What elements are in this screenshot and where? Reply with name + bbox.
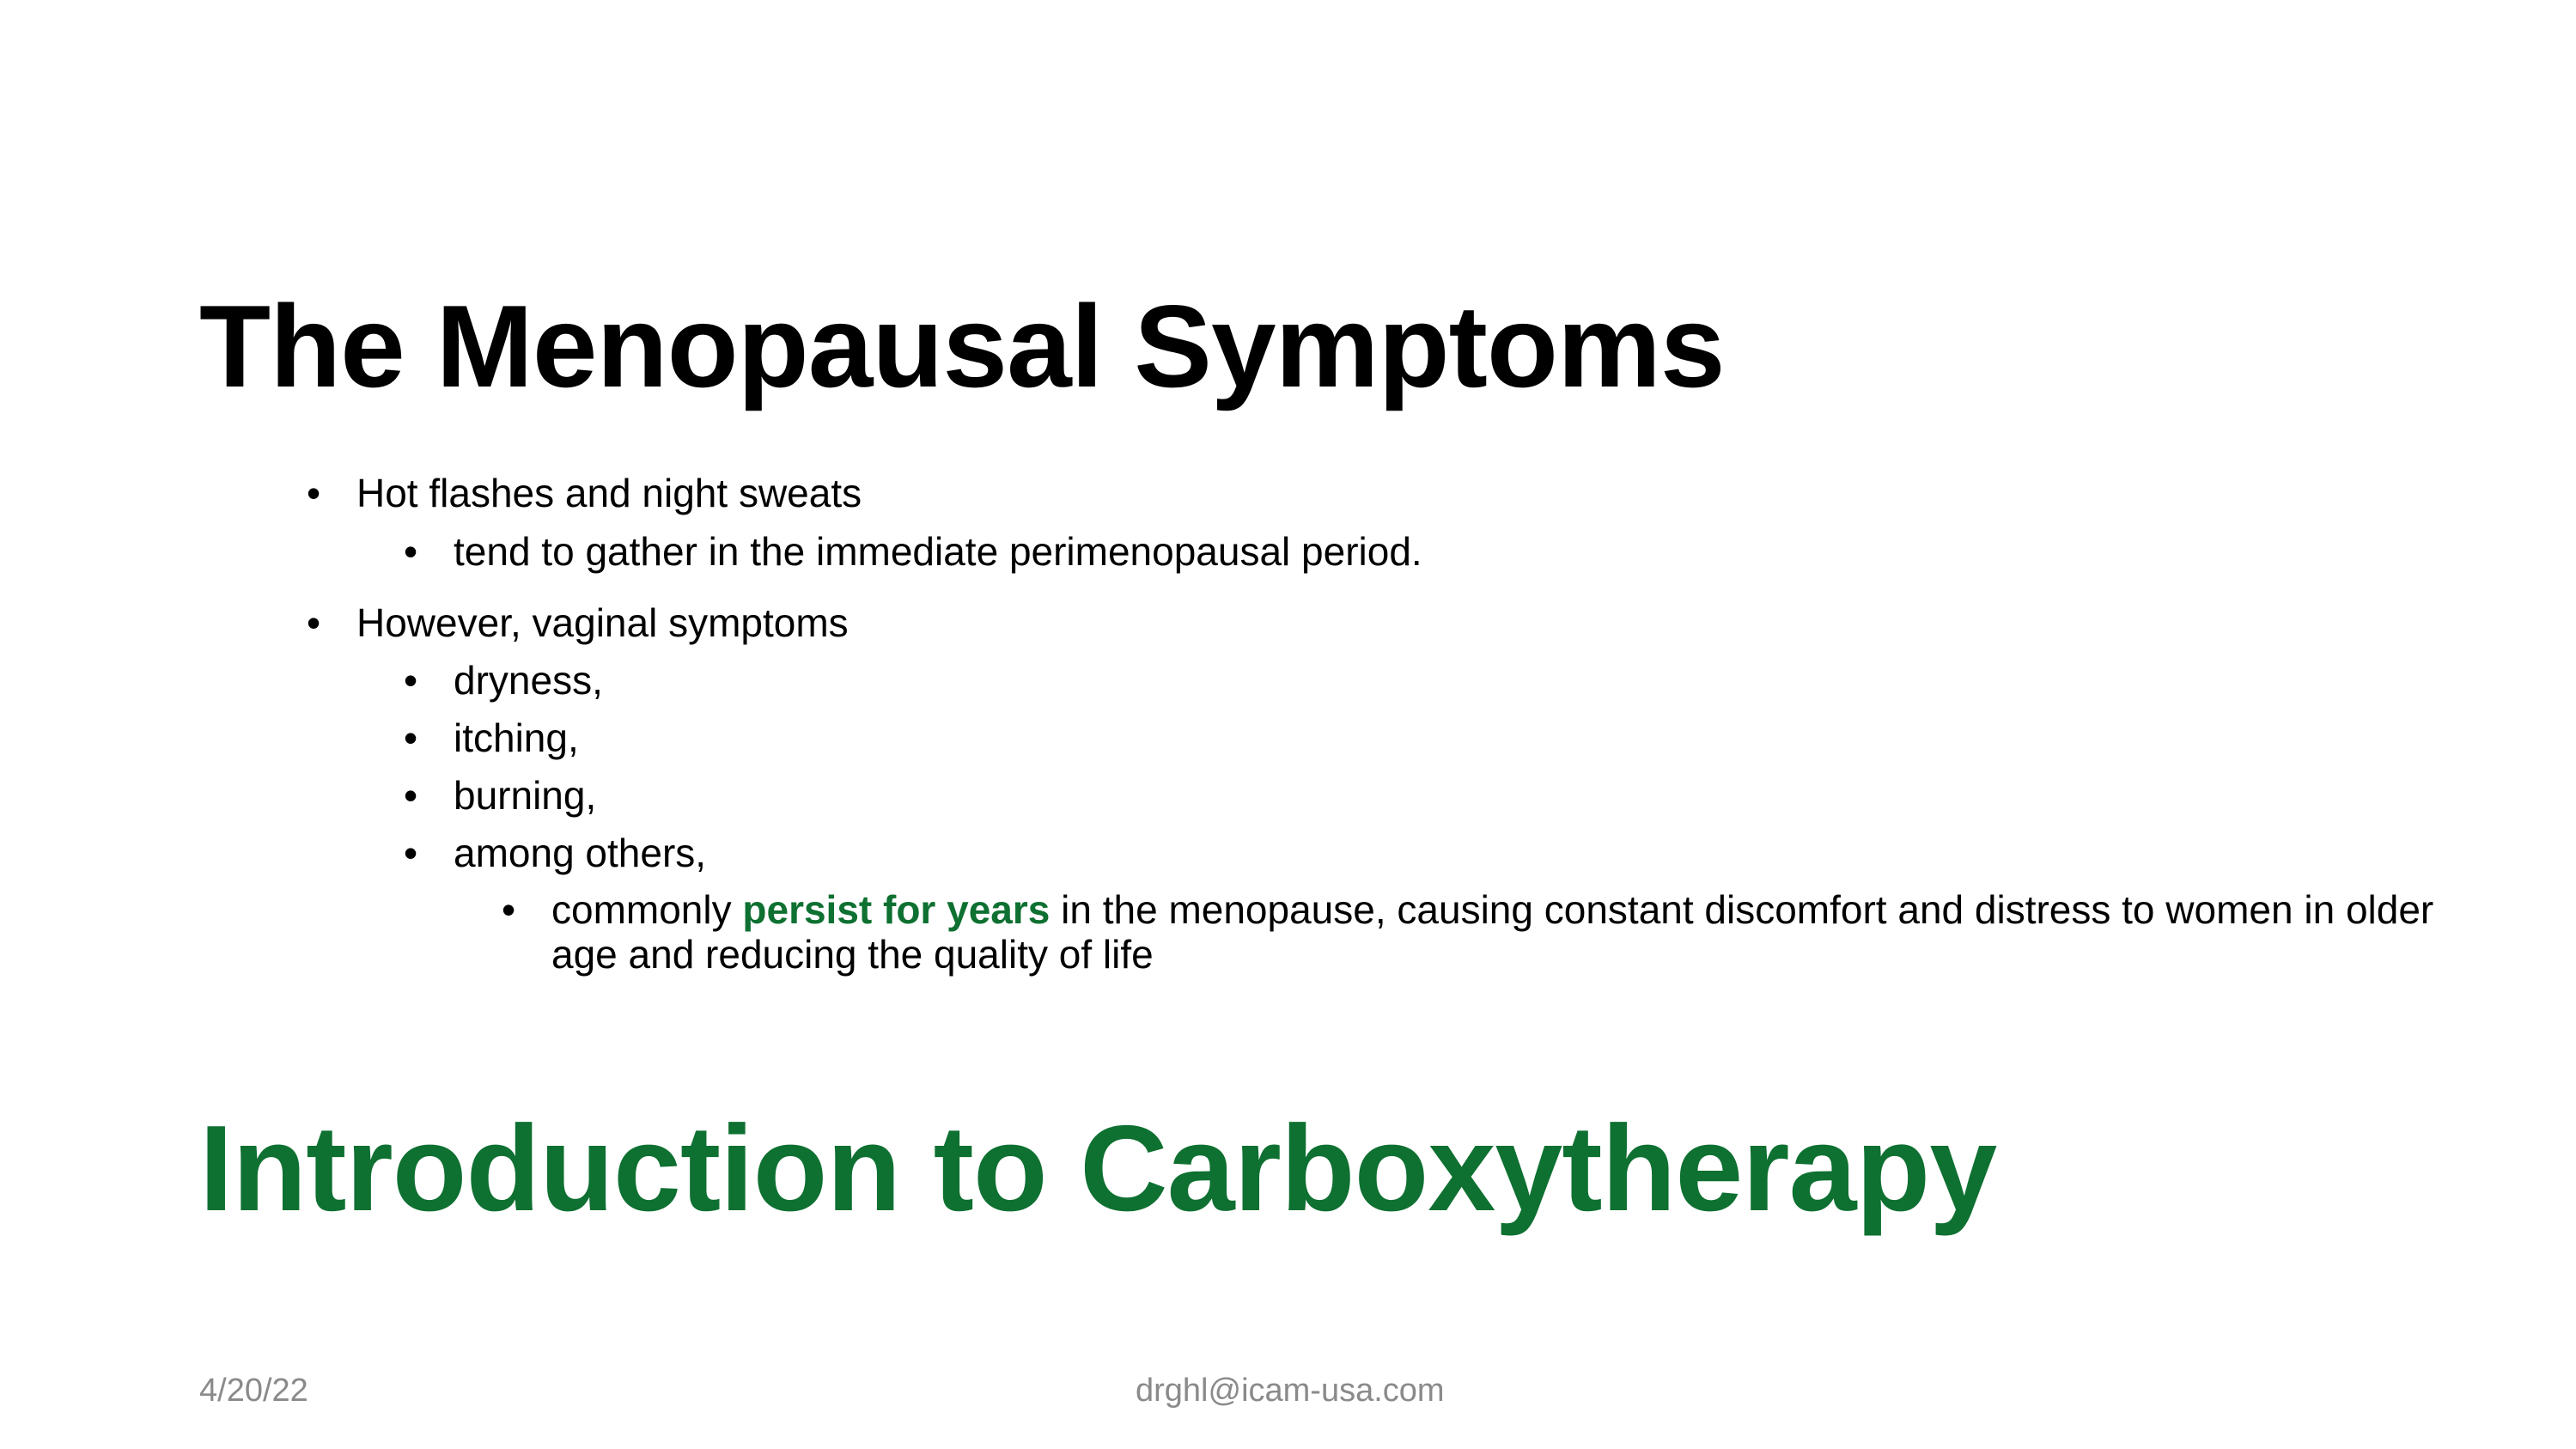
section-heading: Introduction to Carboxytherapy — [199, 1100, 1997, 1237]
bullet-item — [404, 658, 603, 703]
bullet-dot-icon: • — [502, 887, 516, 932]
bullet-item — [404, 831, 707, 876]
bullet-text: dryness, — [454, 658, 603, 703]
bullet-item — [307, 600, 849, 646]
bullet-item — [404, 773, 597, 819]
bullet-item — [404, 715, 579, 761]
bullet-item — [502, 887, 2493, 977]
bullet-item — [404, 529, 1422, 575]
bullet-dot-icon: • — [404, 529, 418, 574]
bullet-text: among others, — [454, 831, 707, 875]
bullet-text-suffix: in the menopause, causing constant discomfort and distress to women in older age and reducing the quality of life — [551, 887, 2434, 977]
bullet-text: burning, — [454, 773, 597, 818]
footer-email: drghl@icam-usa.com — [1136, 1373, 1445, 1409]
bullet-text-emphasis: persist for years — [742, 887, 1050, 932]
bullet-item — [307, 471, 862, 516]
bullet-text: tend to gather in the immediate perimenopausal period. — [454, 529, 1422, 574]
bullet-dot-icon: • — [404, 658, 418, 703]
bullet-text: itching, — [454, 715, 579, 760]
bullet-text: However, vaginal symptoms — [356, 600, 849, 645]
bullet-dot-icon: • — [307, 471, 321, 515]
bullet-text: Hot flashes and night sweats — [356, 471, 862, 515]
footer-date: 4/20/22 — [199, 1373, 308, 1409]
bullet-dot-icon: • — [307, 600, 321, 645]
bullet-dot-icon: • — [404, 831, 418, 875]
bullet-dot-icon: • — [404, 773, 418, 818]
bullet-text-prefix: commonly — [551, 887, 743, 932]
bullet-dot-icon: • — [404, 715, 418, 760]
slide-title: The Menopausal Symptoms — [199, 281, 1725, 411]
